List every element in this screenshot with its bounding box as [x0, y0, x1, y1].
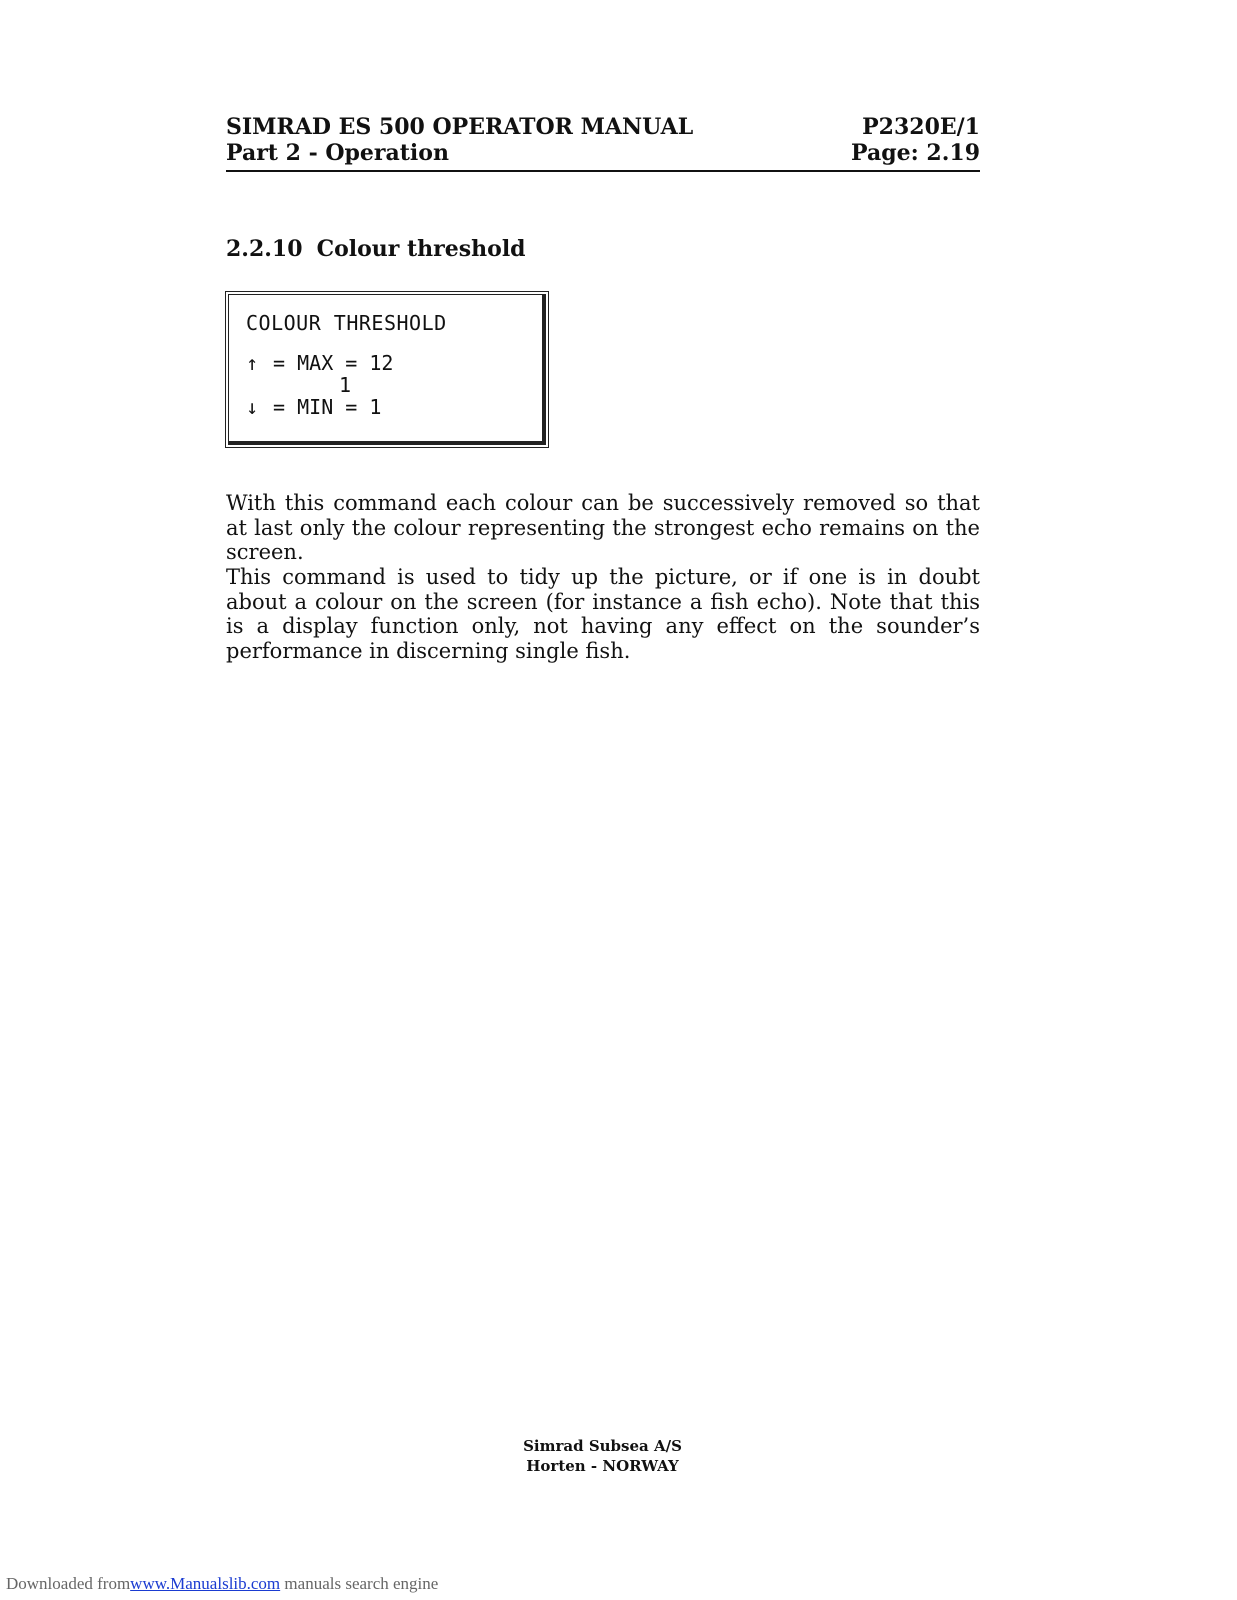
- download-prefix: Downloaded from: [6, 1574, 131, 1593]
- paragraph-2: This command is used to tidy up the picture, or if one is in doubt about a colour on the screen (for instance a fish echo). Note that this is a display function only, not having any effect on the sounder’s performance in discerning single fish.: [226, 565, 980, 663]
- down-arrow-icon: ↓: [245, 395, 259, 419]
- min-value-text: = MIN = 1: [273, 395, 382, 419]
- panel-frame: [228, 294, 546, 445]
- section-title: Colour threshold: [316, 236, 526, 262]
- page-footer: [0, 1436, 1205, 1476]
- paragraph-1: With this command each colour can be successively removed so that at last only the colour representing the strongest echo remains on the screen.: [226, 491, 980, 564]
- section-number: 2.2.10: [226, 236, 303, 262]
- min-line: [243, 395, 381, 419]
- panel-title: COLOUR THRESHOLD: [246, 311, 447, 335]
- part-title: Part 2 - Operation: [226, 140, 449, 166]
- download-suffix: manuals search engine: [280, 1574, 439, 1593]
- section-heading: [226, 236, 526, 262]
- manual-title: SIMRAD ES 500 OPERATOR MANUAL: [226, 114, 694, 140]
- page-header: [226, 114, 980, 172]
- manualslib-link[interactable]: www.Manualslib.com: [130, 1574, 281, 1593]
- up-arrow-icon: ↑: [245, 351, 259, 375]
- max-line: [243, 351, 393, 375]
- document-code: P2320E/1: [862, 114, 980, 140]
- current-threshold-value: 1: [339, 373, 352, 397]
- footer-company: Simrad Subsea A/S: [523, 1437, 682, 1455]
- header-row-top: [226, 114, 980, 140]
- header-row-bottom: [226, 140, 980, 166]
- footer-location: Horten - NORWAY: [526, 1457, 679, 1475]
- page-number: Page: 2.19: [851, 140, 980, 166]
- download-bar: [6, 1574, 438, 1594]
- colour-threshold-panel: [225, 291, 549, 448]
- max-value-text: = MAX = 12: [273, 351, 394, 375]
